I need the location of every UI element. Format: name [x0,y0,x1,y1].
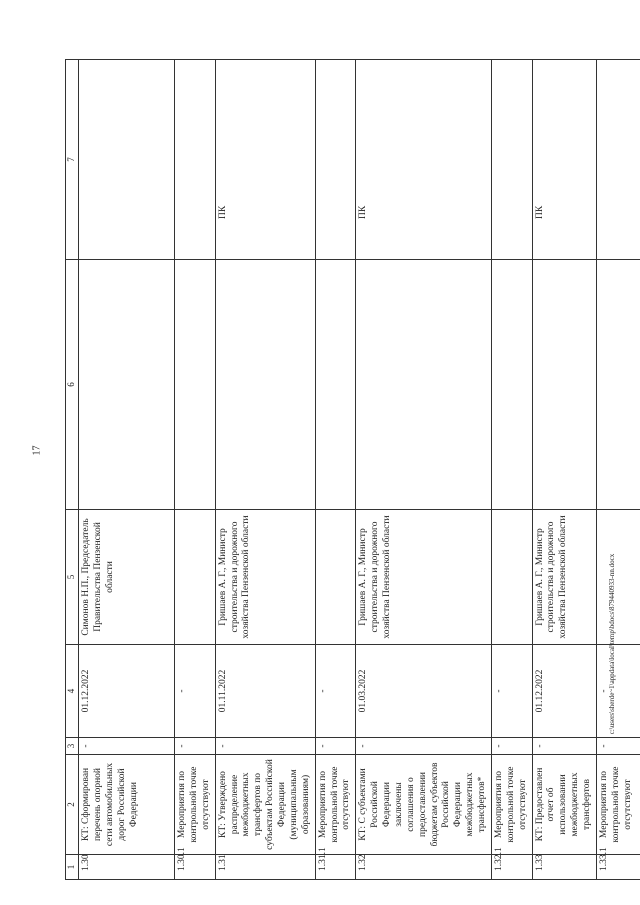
row-number: 1.32 [356,855,492,880]
row-responsible [491,510,532,645]
row-col6 [532,260,596,510]
row-col3: - [315,738,356,755]
footer-file-path: c:\users\sherde~1\appdata\local\temp\bdocs\879440933-nn.docx [608,553,616,735]
row-col3: - [596,738,640,755]
col-header-6: 6 [66,260,79,510]
row-col7: ПК [215,60,315,260]
row-event: КТ: Сформирован перечень опорной сети автомобильных дорог Российской Федерации [79,755,175,855]
row-col6 [315,260,356,510]
row-col6 [491,260,532,510]
row-event: КТ: Утверждено распределение межбюджетных трансфертов по субъектам Российской Федерации (муниципальным образованиям) [215,755,315,855]
row-number: 1.30 [79,855,175,880]
row-event: Мероприятия по контрольной точке отсутствуют [596,755,640,855]
header-row [66,60,79,880]
row-responsible: Гришаев А. Г., Министр строительства и дорожного хозяйства Пензенской области [356,510,492,645]
table-row [175,60,216,880]
row-col3: - [215,738,315,755]
row-date: 01.12.2022 [532,645,596,738]
row-number: 1.30.1 [175,855,216,880]
row-col3: - [532,738,596,755]
row-col6 [356,260,492,510]
row-responsible [315,510,356,645]
row-col3: - [491,738,532,755]
row-number: 1.33.1 [596,855,640,880]
col-header-5: 5 [66,510,79,645]
row-responsible: Симонов Н.П., Председатель Правительства Пензенской области [79,510,175,645]
row-col7 [175,60,216,260]
row-col7 [596,60,640,260]
row-col7 [79,60,175,260]
col-header-2: 2 [66,755,79,855]
col-header-1: 1 [66,855,79,880]
page-number: 17 [31,445,43,456]
row-responsible: Гришаев А. Г., Министр строительства и дорожного хозяйства Пензенской области [532,510,596,645]
row-date: - [491,645,532,738]
table-row [215,60,315,880]
col-header-7: 7 [66,60,79,260]
row-number: 1.32.1 [491,855,532,880]
row-col3: - [79,738,175,755]
table-row [356,60,492,880]
row-col7 [315,60,356,260]
row-responsible [596,510,640,645]
row-date: - [175,645,216,738]
row-date: 01.03.2022 [356,645,492,738]
row-col6 [596,260,640,510]
row-date: - [315,645,356,738]
row-date: 01.11.2022 [215,645,315,738]
row-event: Мероприятия по контрольной точке отсутствуют [175,755,216,855]
row-col7: ПК [356,60,492,260]
row-date: 01.12.2022 [79,645,175,738]
row-col3: - [356,738,492,755]
row-responsible: Гришаев А. Г., Министр строительства и дорожного хозяйства Пензенской области [215,510,315,645]
row-col3: - [175,738,216,755]
row-col6 [215,260,315,510]
row-number: 1.31.1 [315,855,356,880]
row-col6 [79,260,175,510]
table-row [491,60,532,880]
table-row [315,60,356,880]
table-row [79,60,175,880]
row-responsible [175,510,216,645]
row-number: 1.33 [532,855,596,880]
col-header-4: 4 [66,645,79,738]
row-col7: ПК [532,60,596,260]
table-row [532,60,596,880]
row-col6 [175,260,216,510]
plan-table [65,59,640,880]
row-number: 1.31 [215,855,315,880]
row-event: КТ: С субъектами Российской Федерации заключены соглашения о предоставлении бюджетам субъектов Российской Федерации межбюджетных трансфертов* [356,755,492,855]
col-header-3: 3 [66,738,79,755]
table-row [596,60,640,880]
row-event: Мероприятия по контрольной точке отсутствуют [491,755,532,855]
row-col7 [491,60,532,260]
row-event: Мероприятия по контрольной точке отсутствуют [315,755,356,855]
row-event: КТ: Предоставлен отчет об использовании межбюджетных трансфертов [532,755,596,855]
row-date: - [596,645,640,738]
